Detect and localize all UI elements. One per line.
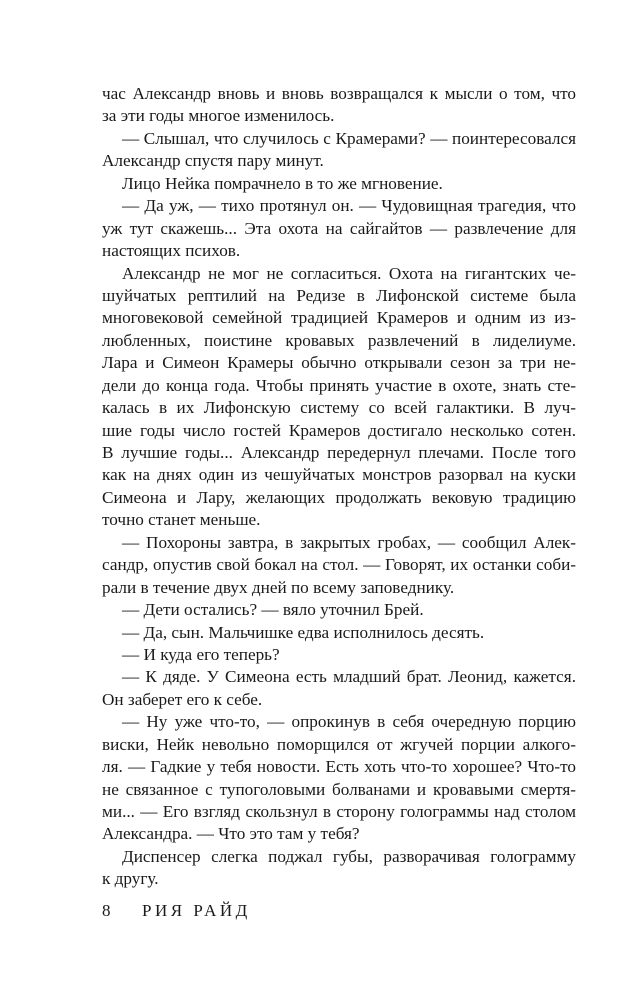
text-line: за эти годы многое изменилось. [102,106,335,126]
body-text [102,83,576,891]
text-line: Александр не мог не согласиться. Охота на гигантских че- [122,263,576,283]
text-line: не связанное с тупоголовыми болванами и кровавыми смертя- [102,779,576,799]
text-line: Лара и Симеон Крамеры обычно открывали сезон за три не- [102,353,576,373]
text-line: — И куда его теперь? [122,644,280,664]
text-line: Он заберет его к себе. [102,689,263,709]
text-line: Лицо Нейка помрачнело в то же мгновение. [122,173,443,193]
text-line: ля. — Гадкие у тебя новости. Есть хоть что-то хорошее? Что-то [102,757,576,777]
text-line: — Да уж, — тихо протянул он. — Чудовищная трагедия, что [122,196,576,216]
text-line: Симеона и Лару, желающих продолжать вековую традицию [102,487,576,507]
page-footer [102,899,251,923]
text-line: дели до конца года. Чтобы принять участие в охоте, знать сте- [102,375,576,395]
page-number: 8 [102,901,111,920]
text-line: сандр, опустив свой бокал на стол. — Говорят, их останки соби- [102,555,576,575]
text-line: Диспенсер слегка поджал губы, разворачивая голограмму [122,846,576,866]
text-line: Александра. — Что это там у тебя? [102,824,360,844]
text-line: виски, Нейк невольно поморщился от жгучей порции алкого- [102,734,576,754]
text-line: любленных, поистине кровавых развлечений в лиделиуме. [102,330,576,350]
text-line: уж тут скажешь... Эта охота на сайгайтов — развлечение для [102,218,576,238]
text-line: — Дети остались? — вяло уточнил Брей. [122,600,424,620]
text-line: Александр спустя пару минут. [102,151,324,171]
text-line: как на днях один из чешуйчатых монстров разорвал на куски [102,465,576,485]
text-line: шие годы число гостей Крамеров достигало несколько сотен. [102,420,576,440]
text-line: час Александр вновь и вновь возвращался к мысли о том, что [102,84,576,103]
text-line: шуйчатых рептилий на Редизе в Лифонской системе была [102,285,576,305]
text-line: настоящих психов. [102,241,241,261]
text-line: — Да, сын. Мальчишке едва исполнилось десять. [122,622,485,642]
text-line: — Слышал, что случилось с Крамерами? — поинтересовался [122,128,576,148]
text-line: точно станет меньше. [102,510,261,530]
text-line: — К дяде. У Симеона есть младший брат. Леонид, кажется. [122,667,576,687]
text-line: калась в их Лифонскую систему со всей галактики. В луч- [102,398,576,418]
text-line: В лучшие годы... Александр передернул плечами. После того [102,443,576,462]
text-line: многовековой семейной традицией Крамеров и одним из из- [102,308,576,328]
text-line: ми... — Его взгляд скользнул в сторону голограммы над столом [102,802,576,821]
text-line: к другу. [102,869,159,889]
text-line: — Похороны завтра, в закрытых гробах, — сообщил Алек- [122,532,576,552]
text-line: — Ну уже что-то, — опрокинув в себя очередную порцию [122,712,576,732]
running-head-author: РИЯ РАЙД [142,901,251,920]
text-line: рали в течение двух дней по всему заповеднику. [102,577,455,597]
